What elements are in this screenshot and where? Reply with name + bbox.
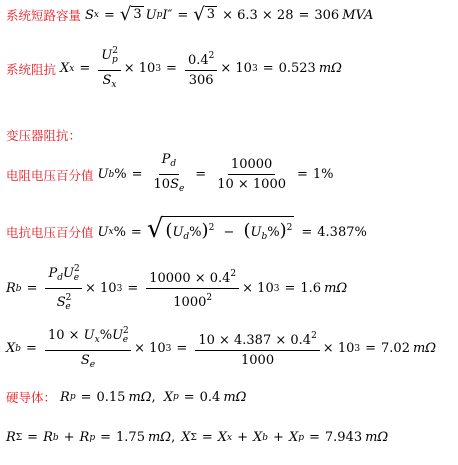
equation-totals: R Σ = R b + R p = 1.75 mΩ , X Σ = X x + X b + X p = 7.943 mΩ xyxy=(6,430,389,445)
sqrt-3: √ 3 xyxy=(119,4,142,25)
system-short-circuit-label: 系统短路容量 xyxy=(6,8,82,23)
equation-rb: R b = $\frac{P_dU^2_e}{S^2_e}$ × 10 3 = $\frac{10000 \times 0.4^2}{1000^2}$ × 10 3 = 1.6 mΩ xyxy=(6,264,348,312)
equation-system-reactance: 系统阻抗 X x = $\frac{U^2_p}{S_x}$ × 10 3 = $\frac{0.4^2}{306}$ × 10 3 = 0.523 mΩ xyxy=(6,46,342,90)
equation-xb: X b = $\frac{10 \times U_x\%U^2_e}{S_e}$ × 10 3 = $\frac{10 \times 4.387 \times 0.4^2}{1000}$ × 10 3 = 7.02 mΩ xyxy=(6,326,437,370)
equation-system-short-circuit: 系统短路容量 S x = √ 3 U p I″ = √ 3 × 6.3 × 28 = 306 MVA xyxy=(6,4,374,25)
equation-resistance-voltage-percent: 电阻电压百分值 U b % = $\frac{P_d}{10S_e}$ = $\frac{10000}{10 \times 1000}$ = 1% xyxy=(6,152,334,194)
transformer-impedance-heading: 变压器阻抗： xyxy=(6,128,82,143)
equation-reactance-voltage-percent: 电抗电压百分值 U x % = √ $(U_d\%)^2 - (U_b\%)^2$ = 4.387% xyxy=(6,216,367,248)
sqrt-expression: √ $(U_d\%)^2 - (U_b\%)^2$ xyxy=(147,216,295,248)
system-reactance-label: 系统阻抗 xyxy=(6,61,57,77)
equation-hard-conductor: 硬导体： R p = 0.15 mΩ , X p = 0.4 mΩ xyxy=(6,389,247,405)
